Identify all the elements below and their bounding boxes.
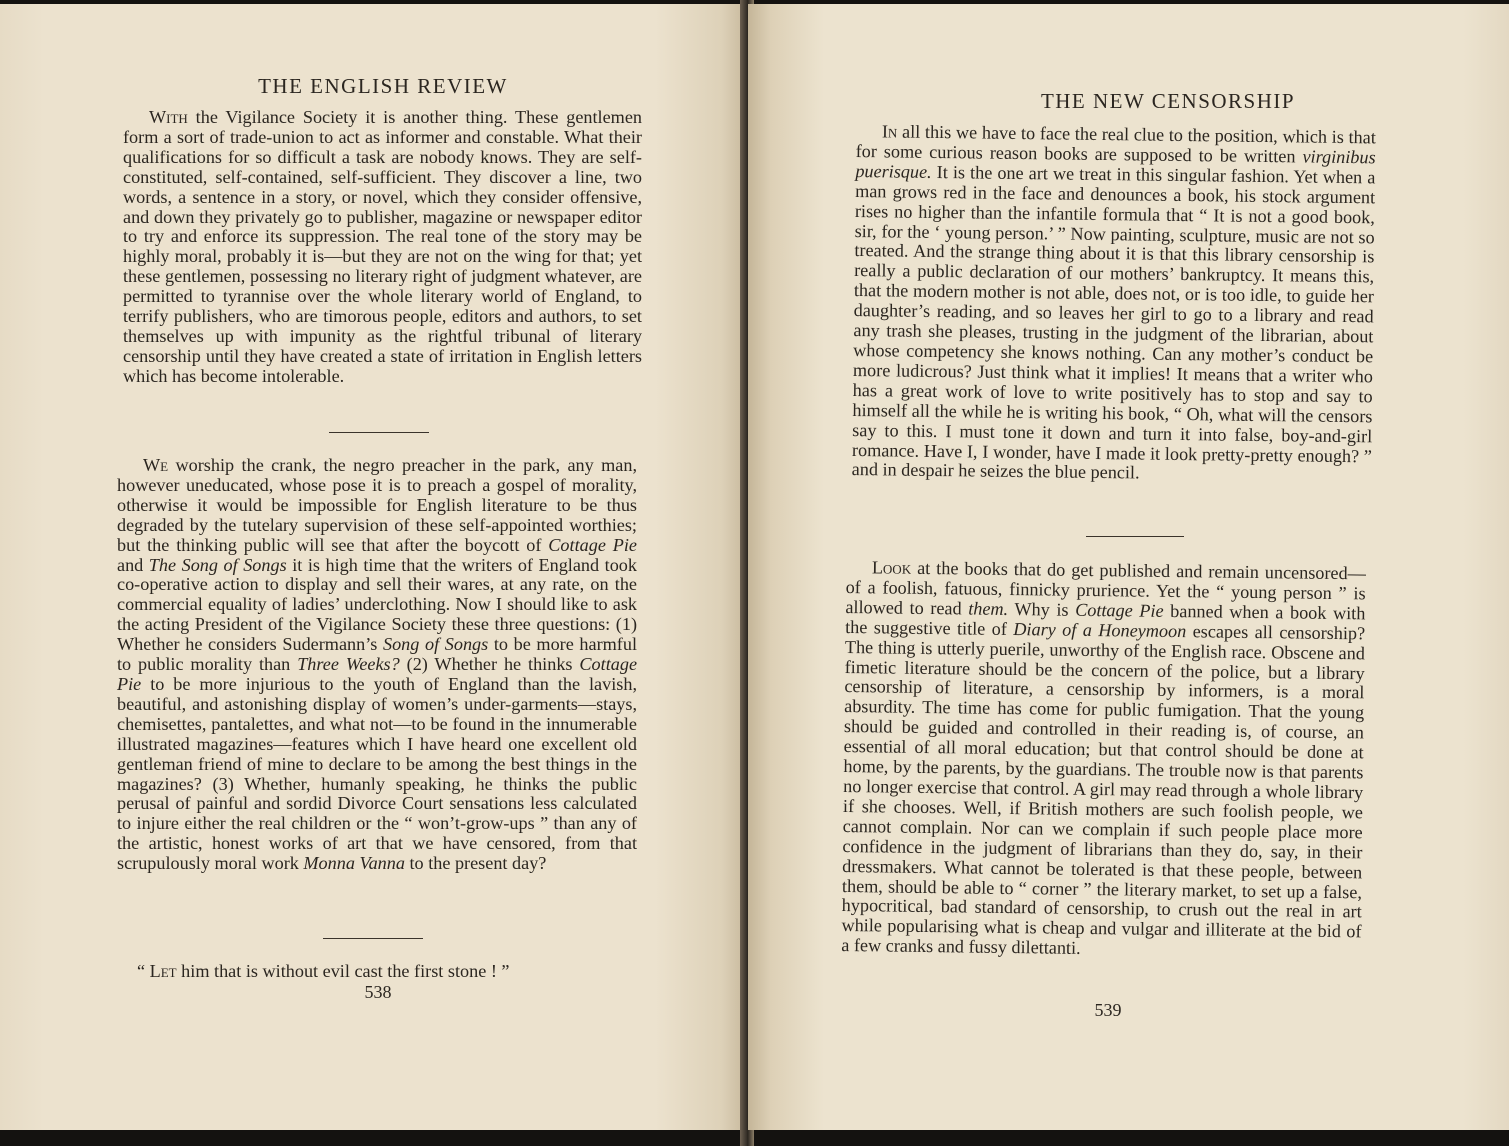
right-p2-lead: Look: [871, 557, 912, 578]
right-p2-text: escapes all censorship? The thing is utterly puerile, unworthy of the English race. Obscene and fimetic literature should be the concern of the police, but a library censorship of literature, a censorship by informers, is a moral absurdity. The time has come for public fumigation. That the young should be guided and controlled in their reading is, of course, an essential of all moral education; but that control should be done at home, by the parents, by the guardians. The trouble now is that parents no longer exercise that control. A girl may read through a whole library if she chooses. Well, if British mothers are such foolish people, we cannot complain. Nor can we complain if such people place more confidence in the judgment of librarians than they do, say, in their dressmakers. What cannot be tolerated is that these people, between them, should be able to “ corner ” the literary market, to set up a false, hypocritical, bad standard of censorship, to crush out the real in art while popularising what is cheap and vulgar and illiterate at the bid of a few cranks and fussy dilettanti.: [841, 620, 1366, 959]
left-running-head: THE ENGLISH REVIEW: [258, 74, 508, 98]
right-p1-text: It is the one art we treat in this singular fashion. Yet when a man grows red in the face and denounces a book, his stock argument rises no higher than the infantile formula that “ It is not a good book, sir, for the ‘ young person.’ ” Now painting, sculpture, music are not so treated. And the strange thing about it is that this library censorship is really a public declaration of our mothers’ bankruptcy. It means this, that the modern mother is not able, does not, or is too idle, to guide her daughter’s reading, and so leaves her girl to go to a library and read any trash she pleases, trusting in the judgment of the librarian, about whose competency she knows nothing. Can any mother’s conduct be more ludicrous? Just think what it implies! It means that a writer who has a great work of love to write positively has to stop and say to himself all the while he is writing his book, “ Oh, what will the censors say to this. I must tone it down and turn it into false, boy-and-girl romance. Have I, I wonder, have I made it look pretty-pretty enough? ” and in despair he seizes the blue pencil.: [851, 161, 1376, 483]
left-p2-text: to be more injurious to the youth of England than the lavish, beautiful, and astonishing display of women’s under-garments—stays, chemisettes, pantalettes, and what not—to be found in the innumerable illustrated magazines—features which I have heard one excellent old gentleman friend of mine to declare to be among the best things in the magazines? (3) Whether, humanly speaking, he thinks the public perusal of painful and sordid Divorce Court sensations less calculated to injure either the real children or the “ won’t-grow-ups ” than any of the artistic, honest works of art that we have censored, from that scrupulously moral work: [117, 673, 637, 874]
left-p2-text: and: [117, 554, 149, 575]
right-p2-text: banned when a book with the suggestive title of: [845, 600, 1366, 639]
left-paragraph-2: [117, 456, 637, 874]
motto-open-quote: “: [137, 961, 150, 981]
right-paragraph-2: [841, 558, 1366, 962]
right-p1-lead: In: [881, 121, 898, 142]
left-p2-title: The Song of Songs: [148, 554, 287, 575]
left-p2-text: (2) Whether he thinks: [399, 654, 580, 675]
left-p2-title: Cottage Pie: [548, 534, 638, 555]
right-page-number: 539: [1094, 1000, 1122, 1020]
left-p2-text: worship the crank, the negro preacher in the park, any man, however uneducated, whose pose it is to preach a gospel of morality, otherwise it would be impossible for English literature to be thus degraded by the tutelary supervision of these self-appointed worthies; but the thinking public will see that after the boycott of: [117, 455, 637, 555]
right-p2-title: Diary of a Honeymoon: [1013, 618, 1187, 641]
left-p2-title: Song of Songs: [382, 634, 489, 655]
left-motto: [137, 961, 510, 982]
motto-text: him that is without evil cast the first stone ! ”: [176, 961, 510, 981]
left-p2-text: to the present day?: [404, 853, 547, 874]
left-p2-title: Three Weeks?: [297, 654, 400, 675]
right-running-head: THE NEW CENSORSHIP: [1040, 89, 1296, 113]
motto-lead: Let: [149, 961, 177, 981]
left-page-number: 538: [364, 982, 392, 1002]
left-p2-text: it is high time that the writers of England took co-operative action to display and sell their wares, at any rate, on the commercial equality of ladies’ underclothing. Now I should like to ask the acting President of the Vigilance Society these three questions: (1) Whether he considers Sudermann’s: [117, 554, 637, 655]
right-p1-text: all this we have to face the real clue to the position, which is that for some curious reason books are supposed to be written: [855, 121, 1376, 167]
right-paragraph-1: [852, 122, 1376, 487]
left-section-rule-2: [323, 938, 423, 939]
left-page: [0, 4, 744, 1130]
right-section-rule: [1086, 536, 1184, 537]
right-p2-title: them.: [968, 598, 1009, 619]
left-p2-title: Cottage Pie: [117, 654, 638, 694]
left-section-rule-1: [329, 432, 429, 433]
right-p2-title: Cottage Pie: [1075, 599, 1164, 621]
left-p2-text: to be more harmful to public morality than: [117, 634, 637, 675]
right-p2-text: at the books that do get published and remain uncensored—of a foolish, fatuous, finnicky prurience. Yet the “ young person ” is allowed to read: [845, 557, 1366, 619]
left-p2-title: Monna Vanna: [303, 853, 405, 874]
left-paragraph-1: [123, 108, 642, 387]
left-p1-body: the Vigilance Society it is another thing. These gentlemen form a sort of trade-union to act as informer and constable. What their qualifications for so difficult a task are nobody knows. They are self-constituted, self-contained, self-sufficient. They discover a line, two words, a sentence in a story, or novel, which they consider offensive, and down they privately go to publisher, magazine or newspaper editor to try and enforce its suppression. The real tone of the story may be highly moral, probably it is—but they are not on the wing for that; yet these gentlemen, possessing no literary right of judgment whatever, are permitted to tyrannise over the whole literary world of England, to terrify publishers, who are timorous people, editors and authors, to set themselves up with impunity as the rightful tribunal of literary censorship until they have created a state of irritation in English letters which has become intolerable.: [123, 107, 642, 386]
left-p2-lead: We: [143, 455, 169, 475]
right-p1-latin: virginibus puerisque.: [855, 146, 1376, 182]
right-p2-text: Why is: [1008, 598, 1076, 620]
left-p1-lead: With: [149, 107, 188, 127]
right-page: [748, 4, 1509, 1130]
